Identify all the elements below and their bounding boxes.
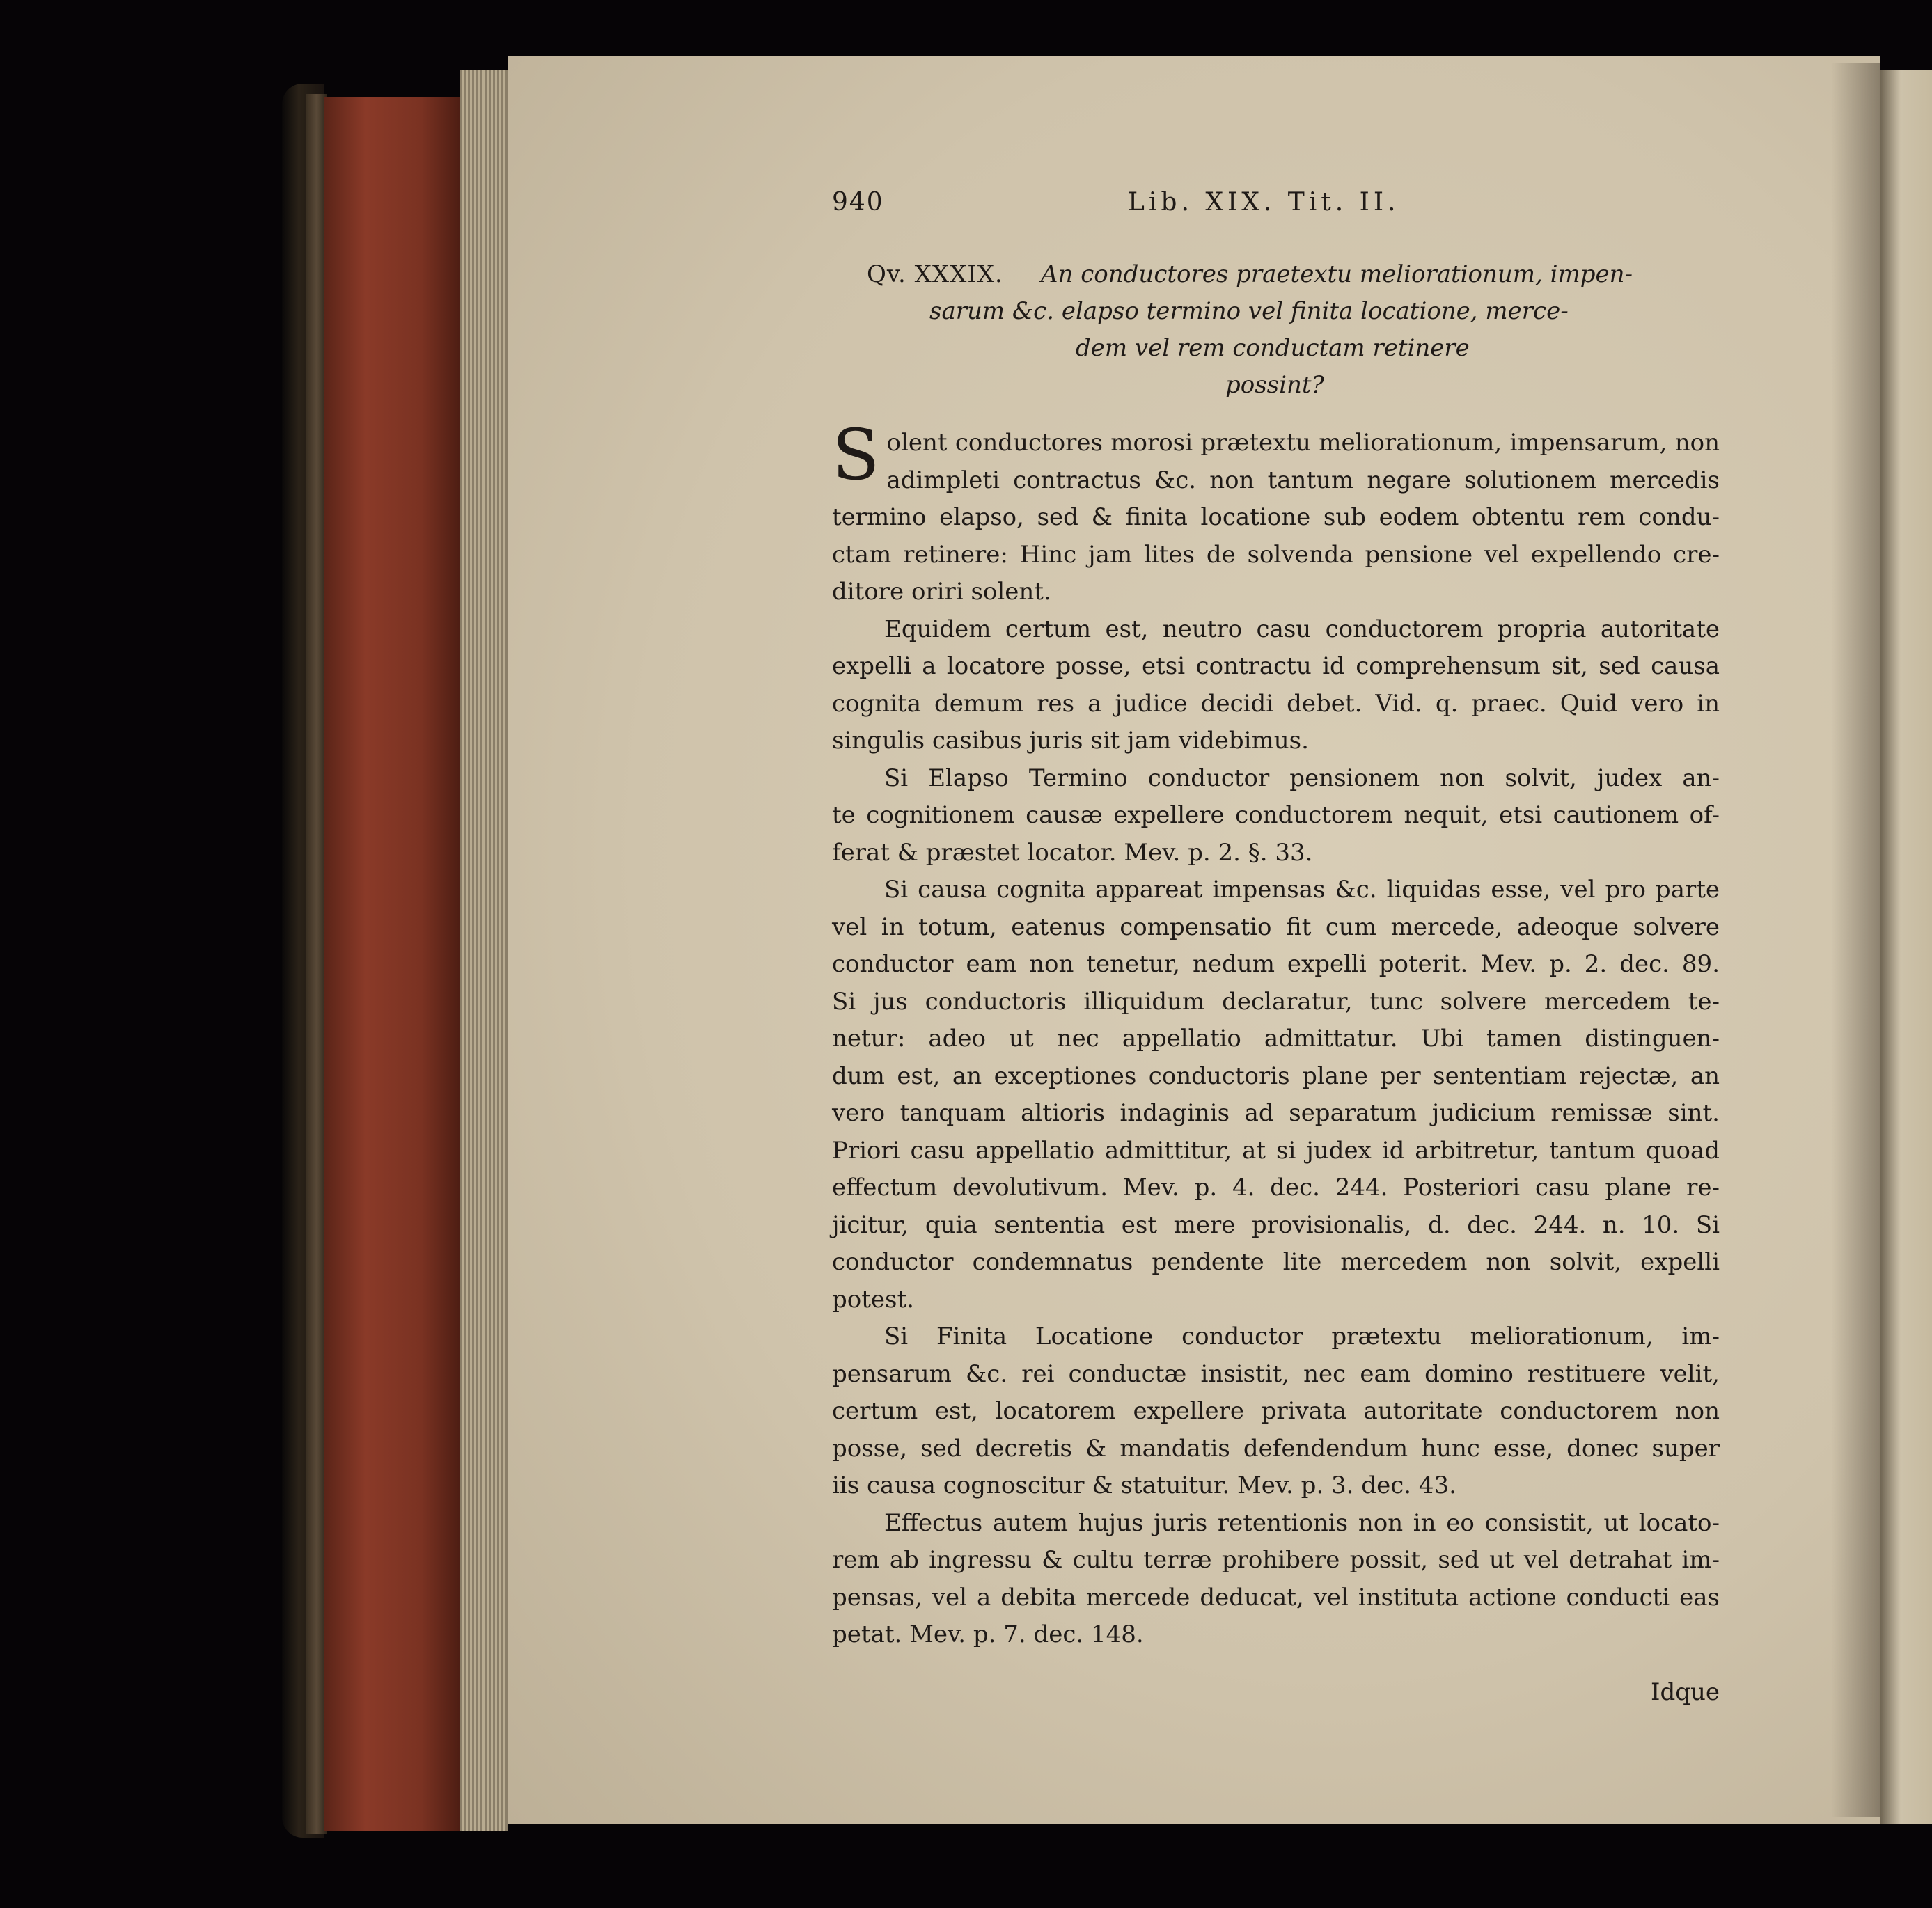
question-line-3: dem vel rem conductam retinere xyxy=(1076,334,1470,362)
text-line: potest. xyxy=(832,1285,914,1314)
catchword: Idque xyxy=(1651,1678,1720,1706)
text-line: ditore oriri solent. xyxy=(832,578,1051,606)
text-line: Si Elapso Termino conductor pensionem non solvit, judex an- xyxy=(884,764,1720,792)
question-line-4: possint? xyxy=(1225,371,1324,399)
text-line: Si causa cognita appareat impensas &c. liquidas esse, vel pro parte xyxy=(884,876,1720,904)
paragraph-1 xyxy=(832,414,1720,611)
text-line: singulis casibus juris sit jam videbimus. xyxy=(832,727,1309,755)
text-line: adimpleti contractus &c. non tantum negare solutionem mercedis xyxy=(886,466,1720,494)
text-line: effectum devolutivum. Mev. p. 4. dec. 244. Posteriori casu plane re- xyxy=(832,1174,1720,1201)
text-line: conductor condemnatus pendente lite mercedem non solvit, expelli xyxy=(832,1248,1720,1276)
text-line: pensas, vel a debita mercede deducat, vel instituta actione conducti eas xyxy=(832,1583,1720,1611)
question-label: Qv. XXXIX. xyxy=(867,260,1003,288)
drop-cap: S xyxy=(832,414,880,496)
text-line: ctam retinere: Hinc jam lites de solvenda pensione vel expellendo cre- xyxy=(832,540,1720,569)
page-number: 940 xyxy=(832,188,884,216)
paragraph-4 xyxy=(832,872,1720,1318)
running-header xyxy=(832,188,1720,230)
text-line: vel in totum, eatenus compensatio fit cum mercede, adeoque solvere xyxy=(832,913,1720,941)
text-line: jicitur, quia sententia est mere provisionalis, d. dec. 244. n. 10. Si xyxy=(832,1211,1720,1239)
page-content xyxy=(832,188,1720,1706)
text-line: Priori casu appellatio admittitur, at si judex id arbitretur, tantum quoad xyxy=(832,1136,1720,1165)
text-line: iis causa cognoscitur & statuitur. Mev. p. 3. dec. 43. xyxy=(832,1472,1456,1499)
text-line: cognita demum res a judice decidi debet. Vid. q. praec. Quid vero in xyxy=(832,689,1720,718)
body-text xyxy=(832,414,1720,1654)
running-head: Lib. XIX. Tit. II. xyxy=(1128,188,1400,216)
page-stack-edges xyxy=(460,70,508,1831)
text-line: netur: adeo ut nec appellatio admittatur. Ubi tamen distinguen- xyxy=(832,1025,1720,1052)
text-line: olent conductores morosi prætextu meliorationum, impensarum, non xyxy=(886,429,1720,457)
text-line: posse, sed decretis & mandatis defendendum hunc esse, donec super xyxy=(832,1434,1720,1462)
text-line: termino elapso, sed & finita locatione sub eodem obtentu rem condu- xyxy=(832,503,1720,531)
paragraph-2 xyxy=(832,611,1720,760)
text-line: Si jus conductoris illiquidum declaratur, tunc solvere mercedem te- xyxy=(832,987,1720,1016)
paragraph-3 xyxy=(832,760,1720,872)
question-line-2: sarum &c. elapso termino vel finita locatione, merce- xyxy=(929,297,1569,325)
paragraph-5 xyxy=(832,1318,1720,1505)
question-line-1: An conductores praetextu meliorationum, impen- xyxy=(1041,260,1633,288)
page-gutter-shadow xyxy=(1831,63,1880,1817)
text-line: rem ab ingressu & cultu terræ prohibere possit, sed ut vel detrahat im- xyxy=(832,1546,1720,1574)
red-page-edge xyxy=(324,97,463,1831)
text-line: certum est, locatorem expellere privata autoritate conductorem non xyxy=(832,1397,1720,1425)
paragraph-6 xyxy=(832,1505,1720,1654)
text-line: petat. Mev. p. 7. dec. 148. xyxy=(832,1621,1144,1648)
text-line: Equidem certum est, neutro casu conductorem propria autoritate xyxy=(884,615,1720,643)
text-line: Si Finita Locatione conductor prætextu meliorationum, im- xyxy=(884,1323,1720,1350)
text-line: pensarum &c. rei conductæ insistit, nec eam domino restituere velit, xyxy=(832,1359,1720,1388)
text-line: vero tanquam altioris indaginis ad separatum judicium remissæ sint. xyxy=(832,1099,1720,1127)
text-line: ferat & præstet locator. Mev. p. 2. §. 33. xyxy=(832,838,1313,867)
text-line: dum est, an exceptiones conductoris plane per sententiam rejectæ, an xyxy=(832,1062,1720,1090)
question-heading xyxy=(832,256,1720,404)
text-line: Effectus autem hujus juris retentionis non in eo consistit, ut locato- xyxy=(884,1508,1720,1537)
text-line: te cognitionem causæ expellere conductorem nequit, etsi cautionem of- xyxy=(832,801,1720,829)
facing-page-edge xyxy=(1880,70,1932,1824)
text-line: conductor eam non tenetur, nedum expelli poterit. Mev. p. 2. dec. 89. xyxy=(832,950,1720,978)
text-line: expelli a locatore posse, etsi contractu id comprehensum sit, sed causa xyxy=(832,652,1720,680)
